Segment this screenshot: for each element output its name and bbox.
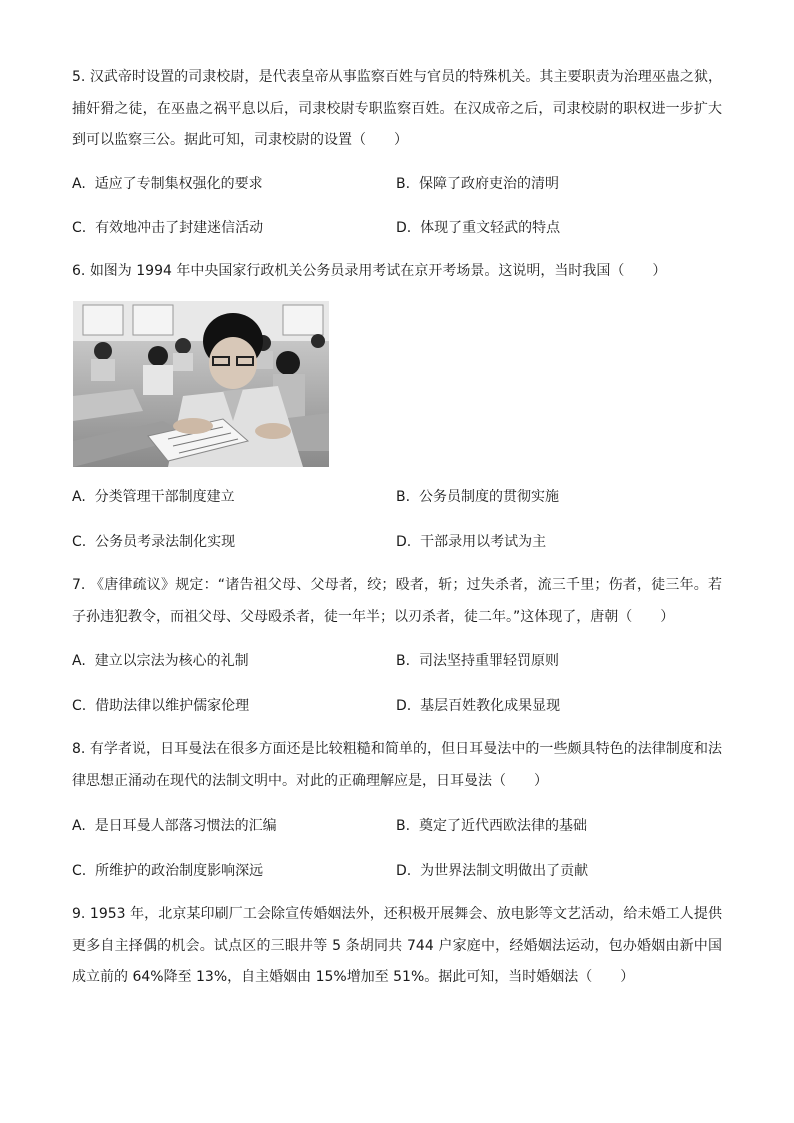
options-row-7-1 bbox=[72, 649, 722, 673]
options-row-8-1 bbox=[72, 814, 722, 838]
question-stem: 有学者说，日耳曼法在很多方面还是比较粗糙和简单的，但日耳曼法中的一些颇具特色的法律制度和法律思想正涌动在现代的法制文明中。对此的正确理解应是，日耳曼法（ ） bbox=[72, 741, 722, 789]
options-row-5-2 bbox=[72, 216, 722, 240]
option-a[interactable]: A. 是日耳曼人部落习惯法的汇编 bbox=[72, 818, 277, 834]
question-number: 6. bbox=[72, 263, 86, 279]
option-a[interactable]: A. 分类管理干部制度建立 bbox=[72, 489, 235, 505]
options-row-8-2 bbox=[72, 859, 722, 883]
question-stem: 1953 年，北京某印刷厂工会除宣传婚姻法外，还积极开展舞会、放电影等文艺活动，给未婚工人提供更多自主择偶的机会。试点区的三眼井等 5 条胡同共 744 户家庭中，经婚姻法运动，包办婚姻由新中国成立前的 64%降至 13%，自主婚姻由 15%增加至 51%。据此可知，当时婚姻法（ ） bbox=[72, 906, 722, 985]
option-b[interactable]: B. 奠定了近代西欧法律的基础 bbox=[396, 818, 587, 834]
options-row-5-1 bbox=[72, 172, 722, 196]
option-d[interactable]: D. 干部录用以考试为主 bbox=[396, 534, 547, 550]
option-c[interactable]: C. 公务员考录法制化实现 bbox=[72, 534, 236, 550]
exam-hall-photo bbox=[73, 301, 329, 467]
option-a[interactable]: A. 建立以宗法为核心的礼制 bbox=[72, 653, 249, 669]
options-row-6-2 bbox=[72, 530, 722, 554]
exam-photo-image bbox=[73, 301, 329, 467]
option-c[interactable]: C. 借助法律以维护儒家伦理 bbox=[72, 698, 250, 714]
option-a[interactable]: A. 适应了专制集权强化的要求 bbox=[72, 176, 263, 192]
option-b[interactable]: B. 保障了政府吏治的清明 bbox=[396, 176, 559, 192]
options-row-6-1 bbox=[72, 485, 722, 509]
options-row-7-2 bbox=[72, 694, 722, 718]
question-number: 9. bbox=[72, 906, 86, 922]
question-5 bbox=[72, 62, 722, 157]
option-c[interactable]: C. 有效地冲击了封建迷信活动 bbox=[72, 220, 264, 236]
question-stem: 《唐律疏议》规定：“诸告祖父母、父母者，绞；殴者，斩；过失杀者，流三千里；伤者，徒三年。若子孙违犯教令，而祖父母、父母殴杀者，徒一年半；以刃杀者，徒二年。”这体现了，唐朝（ ） bbox=[72, 577, 722, 625]
question-7 bbox=[72, 570, 722, 633]
question-number: 5. bbox=[72, 69, 86, 85]
question-6 bbox=[72, 256, 722, 288]
question-number: 7. bbox=[72, 577, 86, 593]
option-c[interactable]: C. 所维护的政治制度影响深远 bbox=[72, 863, 264, 879]
option-d[interactable]: D. 基层百姓教化成果显现 bbox=[396, 698, 561, 714]
question-stem: 如图为 1994 年中央国家行政机关公务员录用考试在京开考场景。这说明，当时我国（ ） bbox=[89, 263, 667, 279]
question-8 bbox=[72, 734, 722, 797]
option-b[interactable]: B. 公务员制度的贯彻实施 bbox=[396, 489, 559, 505]
question-stem: 汉武帝时设置的司隶校尉，是代表皇帝从事监察百姓与官员的特殊机关。其主要职责为治理巫蛊之狱，捕奸猾之徒，在巫蛊之祸平息以后，司隶校尉专职监察百姓。在汉成帝之后，司隶校尉的职权进一步扩大到可以监察三公。据此可知，司隶校尉的设置（ ） bbox=[72, 69, 722, 148]
option-d[interactable]: D. 体现了重文轻武的特点 bbox=[396, 220, 561, 236]
question-number: 8. bbox=[72, 741, 86, 757]
question-9 bbox=[72, 899, 722, 994]
option-d[interactable]: D. 为世界法制文明做出了贡献 bbox=[396, 863, 589, 879]
option-b[interactable]: B. 司法坚持重罪轻罚原则 bbox=[396, 653, 559, 669]
